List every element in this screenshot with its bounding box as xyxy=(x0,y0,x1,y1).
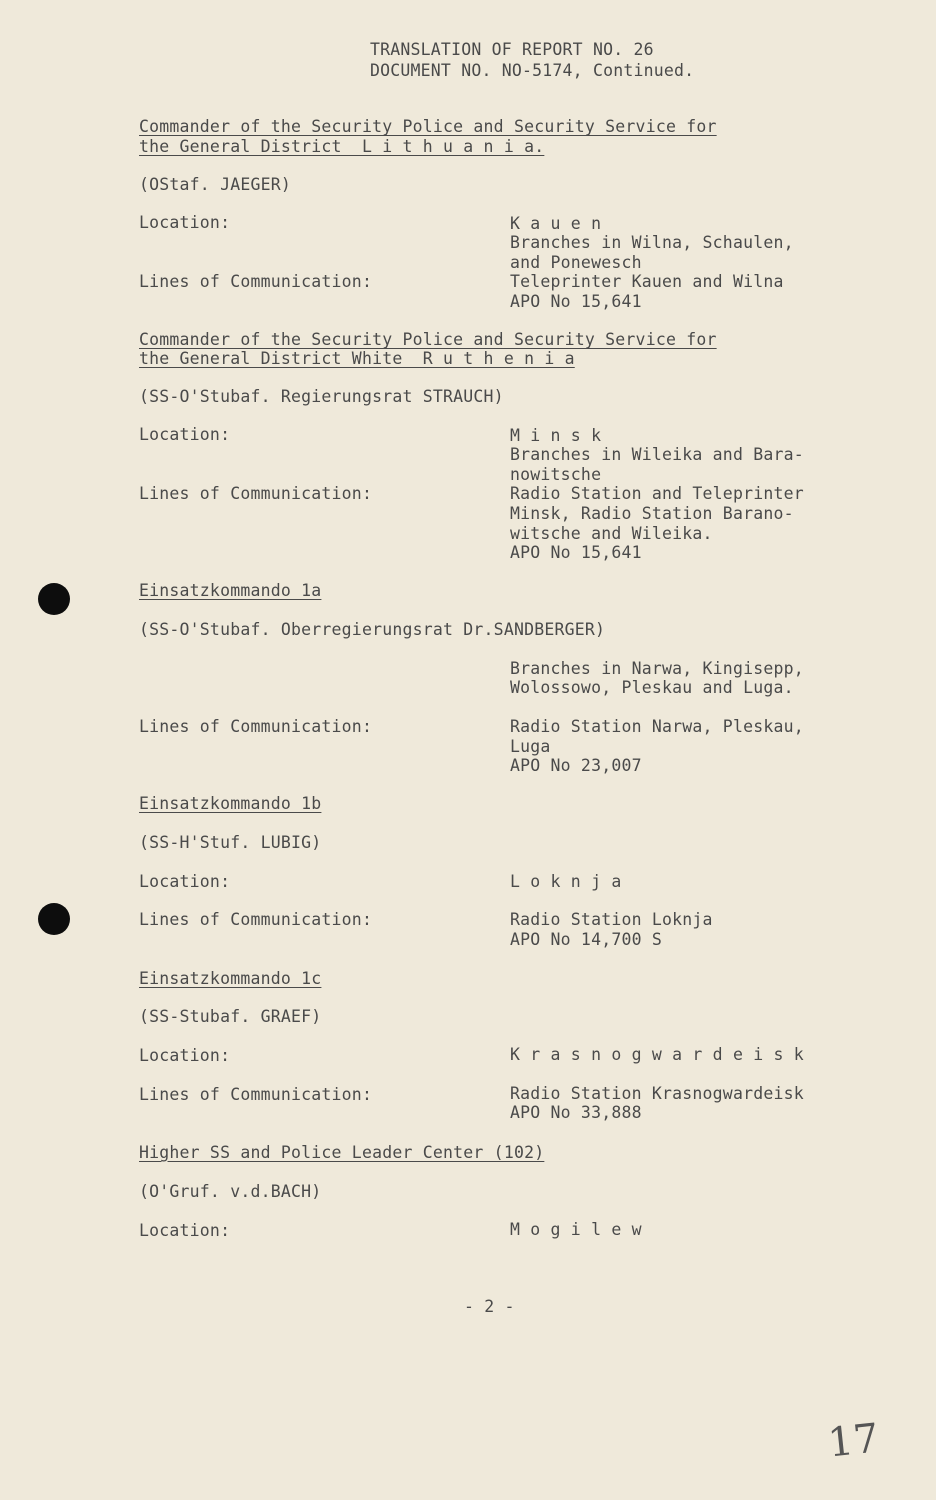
section-2-branches-line1: Branches in Wileika and Bara- xyxy=(510,445,804,464)
section-1-branches-line1: Branches in Wilna, Schaulen, xyxy=(510,233,794,252)
section-4-lines-label: Lines of Communication: xyxy=(139,910,373,929)
section-6-title: Higher SS and Police Leader Center (102) xyxy=(139,1143,545,1162)
punch-hole-upper xyxy=(38,583,70,615)
handwritten-folio-number: 17 xyxy=(825,1415,882,1467)
punch-hole-lower xyxy=(38,903,70,935)
section-5-location: K r a s n o g w a r d e i s k xyxy=(510,1045,804,1064)
section-4-lines-line2: APO No 14,700 S xyxy=(510,930,663,949)
section-2-title-line2: the General District White R u t h e n i a xyxy=(139,349,575,368)
section-3-officer: (SS-O'Stubaf. Oberregierungsrat Dr.SANDBERGER) xyxy=(139,620,606,639)
section-5-title: Einsatzkommando 1c xyxy=(139,969,322,988)
section-1-lines-label: Lines of Communication: xyxy=(139,272,373,291)
section-3-lines-line1: Radio Station Narwa, Pleskau, xyxy=(510,717,804,736)
section-2-branches-line2: nowitsche xyxy=(510,465,602,484)
section-5-location-label: Location: xyxy=(139,1046,231,1065)
section-1-location: K a u e n xyxy=(510,214,602,233)
header-translation-line: TRANSLATION OF REPORT NO. 26 xyxy=(370,40,654,59)
section-2-location: M i n s k xyxy=(510,426,602,445)
section-2-officer: (SS-O'Stubaf. Regierungsrat STRAUCH) xyxy=(139,387,504,406)
header-document-line: DOCUMENT NO. NO-5174, Continued. xyxy=(370,61,695,80)
section-3-branches-line1: Branches in Narwa, Kingisepp, xyxy=(510,659,804,678)
section-1-title-line2: the General District L i t h u a n i a. xyxy=(139,137,545,156)
section-5-lines-line2: APO No 33,888 xyxy=(510,1103,642,1122)
section-3-lines-line3: APO No 23,007 xyxy=(510,756,642,775)
section-4-title: Einsatzkommando 1b xyxy=(139,794,322,813)
section-2-title-line1: Commander of the Security Police and Security Service for xyxy=(139,330,717,349)
section-5-lines-label: Lines of Communication: xyxy=(139,1085,373,1104)
section-3-lines-line2: Luga xyxy=(510,737,551,756)
section-2-location-label: Location: xyxy=(139,425,231,444)
section-3-title: Einsatzkommando 1a xyxy=(139,581,322,600)
section-1-lines-line2: APO No 15,641 xyxy=(510,292,642,311)
section-3-branches-line2: Wolossowo, Pleskau and Luga. xyxy=(510,678,794,697)
section-1-location-label: Location: xyxy=(139,213,231,232)
section-4-location-label: Location: xyxy=(139,872,231,891)
section-6-location: M o g i l e w xyxy=(510,1220,642,1239)
page-number: - 2 - xyxy=(464,1297,515,1316)
section-6-officer: (O'Gruf. v.d.BACH) xyxy=(139,1182,322,1201)
section-2-lines-line1: Radio Station and Teleprinter xyxy=(510,484,804,503)
section-4-officer: (SS-H'Stuf. LUBIG) xyxy=(139,833,322,852)
section-5-lines-line1: Radio Station Krasnogwardeisk xyxy=(510,1084,804,1103)
section-3-lines-label: Lines of Communication: xyxy=(139,717,373,736)
section-2-lines-line3: witsche and Wileika. xyxy=(510,524,713,543)
section-1-officer: (OStaf. JAEGER) xyxy=(139,175,292,194)
section-6-location-label: Location: xyxy=(139,1221,231,1240)
section-1-title-line1: Commander of the Security Police and Security Service for xyxy=(139,117,717,136)
section-4-lines-line1: Radio Station Loknja xyxy=(510,910,713,929)
section-4-location: L o k n j a xyxy=(510,872,622,891)
section-5-officer: (SS-Stubaf. GRAEF) xyxy=(139,1007,322,1026)
section-2-lines-line4: APO No 15,641 xyxy=(510,543,642,562)
section-2-lines-label: Lines of Communication: xyxy=(139,484,373,503)
section-1-branches-line2: and Ponewesch xyxy=(510,253,642,272)
section-1-lines-line1: Teleprinter Kauen and Wilna xyxy=(510,272,784,291)
section-2-lines-line2: Minsk, Radio Station Barano- xyxy=(510,504,794,523)
